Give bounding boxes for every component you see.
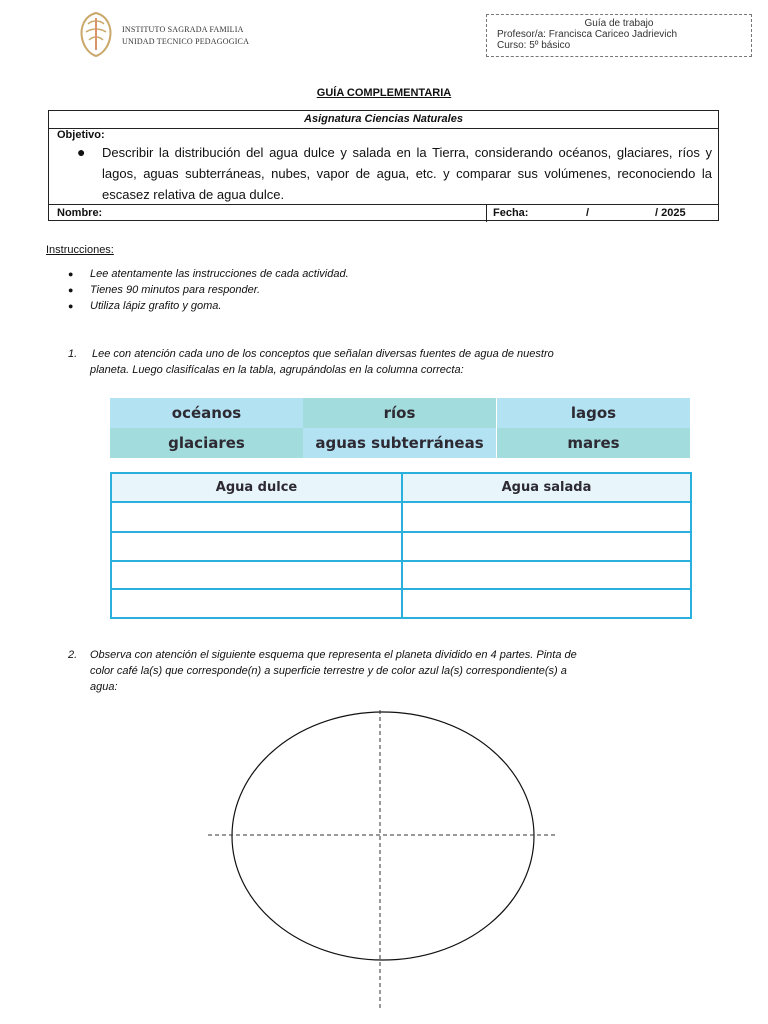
- date-year: / 2025: [655, 207, 686, 219]
- bullet-icon: ●: [68, 285, 74, 295]
- institution-line-2: UNIDAD TECNICO PEDAGOGICA: [122, 37, 250, 46]
- header-agua-dulce: Agua dulce: [215, 480, 298, 495]
- instruction-text: Tienes 90 minutos para responder.: [90, 284, 261, 296]
- question-2-number: 2.: [68, 649, 78, 661]
- instructions-list: [68, 266, 349, 314]
- word-bank: [110, 398, 691, 458]
- bullet-icon: ●: [68, 269, 74, 279]
- row-divider: [112, 588, 690, 590]
- instructions-title: Instrucciones:: [46, 244, 114, 256]
- question-1-line-1: Lee con atención cada uno de los conceptos que señalan diversas fuentes de agua de nuestro: [92, 348, 554, 360]
- word-aguas-subterraneas: aguas subterráneas: [303, 428, 496, 458]
- question-2-line-2: color café la(s) que corresponde(n) a superficie terrestre y de color azul la(s) correspondiente(s) a: [90, 665, 567, 677]
- header-agua-salada: Agua salada: [501, 480, 592, 495]
- question-2-line-3: agua:: [90, 681, 118, 693]
- word-lagos: lagos: [497, 398, 690, 428]
- row-divider: [112, 531, 690, 533]
- word-glaciares: glaciares: [110, 428, 303, 458]
- name-date-row: [49, 204, 718, 222]
- date-slash: /: [586, 207, 590, 219]
- page-title: GUÍA COMPLEMENTARIA: [316, 87, 452, 99]
- bullet-icon: ●: [77, 144, 86, 160]
- question-2-text: [90, 647, 730, 695]
- question-1-number: 1.: [68, 348, 78, 360]
- list-item: [68, 282, 349, 298]
- objective-text: Describir la distribución del agua dulce y salada en la Tierra, considerando océanos, glaciares, ríos y lagos, aguas subterráneas, nubes, vapor de agua, etc. y comparar sus volúmenes, reconociendo la escasez relativa de agua dulce.: [102, 145, 712, 202]
- question-1-line-2: planeta. Luego clasifícalas en la tabla, agrupándolas en la columna correcta:: [90, 364, 464, 376]
- column-divider: [486, 205, 487, 222]
- word-rios: ríos: [303, 398, 496, 428]
- institution-line-1: INSTITUTO SAGRADA FAMILIA: [122, 25, 244, 34]
- name-label: Nombre:: [57, 207, 103, 219]
- institution-name: [122, 24, 249, 48]
- row-divider: [112, 560, 690, 562]
- planet-diagram: [200, 710, 570, 1010]
- column-divider: [401, 474, 403, 617]
- instruction-text: Lee atentamente las instrucciones de cada actividad.: [90, 268, 349, 280]
- list-item: [68, 298, 349, 314]
- guide-type: Guía de trabajo: [584, 18, 654, 29]
- planet-ellipse: [232, 712, 534, 960]
- classification-table: [110, 472, 692, 619]
- word-oceanos: océanos: [110, 398, 303, 428]
- school-logo: [76, 10, 116, 58]
- teacher-name: Profesor/a: Francisca Cariceo Jadrievich: [497, 29, 678, 40]
- logo-emblem-icon: [76, 10, 116, 58]
- bullet-icon: ●: [68, 301, 74, 311]
- list-item: [68, 266, 349, 282]
- guide-info-box: [486, 14, 752, 57]
- question-1-text: [92, 346, 722, 378]
- subject-table: [48, 110, 719, 221]
- word-mares: mares: [497, 428, 690, 458]
- objective-label: Objetivo:: [57, 129, 105, 141]
- course-name: Curso: 5º básico: [497, 40, 571, 51]
- subject-name: Asignatura Ciencias Naturales: [49, 111, 718, 129]
- instruction-text: Utiliza lápiz grafito y goma.: [90, 300, 222, 312]
- question-2-line-1: Observa con atención el siguiente esquema que representa el planeta dividido en 4 partes. Pinta de: [90, 649, 577, 661]
- date-label: Fecha:: [493, 207, 529, 219]
